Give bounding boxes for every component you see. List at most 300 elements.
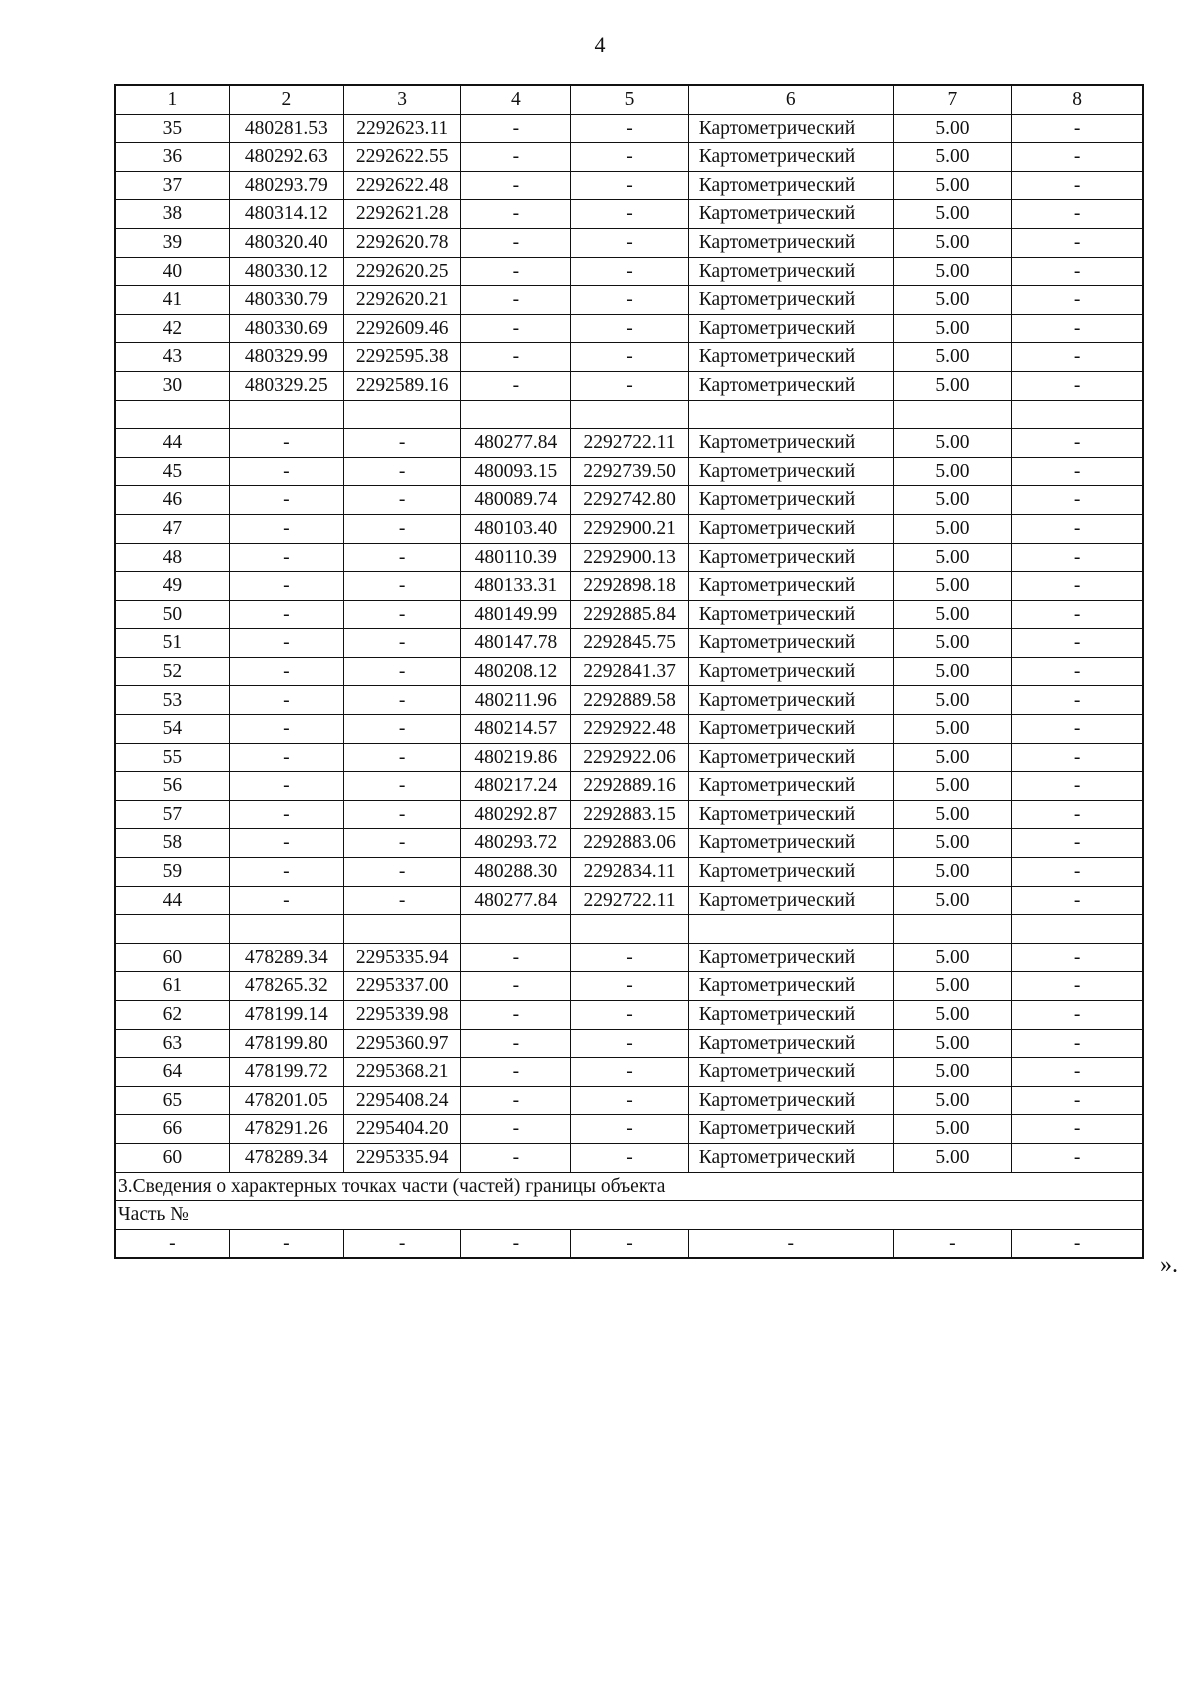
table-row (115, 257, 1143, 286)
table-cell: 5.00 (893, 1001, 1011, 1030)
table-cell: Картометрический (688, 886, 893, 915)
table-cell: 2292589.16 (343, 371, 460, 400)
table-cell: - (1012, 1143, 1143, 1172)
table-cell: 50 (115, 600, 229, 629)
table-cell: 2292609.46 (343, 314, 460, 343)
table-cell: - (571, 1001, 688, 1030)
column-header: 5 (571, 85, 688, 114)
table-separator-row (115, 915, 1143, 944)
table-cell: 480149.99 (461, 600, 571, 629)
table-row (115, 114, 1143, 143)
table-cell: - (229, 715, 343, 744)
empty-cell (571, 400, 688, 429)
table-cell: 480292.63 (229, 143, 343, 172)
column-header: 1 (115, 85, 229, 114)
table-cell: Картометрический (688, 1115, 893, 1144)
table-cell: - (571, 314, 688, 343)
part-label-row (115, 1201, 1143, 1230)
table-cell: 5.00 (893, 371, 1011, 400)
table-cell: Картометрический (688, 343, 893, 372)
table-cell: Картометрический (688, 972, 893, 1001)
table-cell: - (1012, 886, 1143, 915)
table-cell: - (115, 1229, 229, 1258)
table-cell: 2292620.25 (343, 257, 460, 286)
table-cell: Картометрический (688, 486, 893, 515)
table-cell: 65 (115, 1086, 229, 1115)
table-cell: Картометрический (688, 1058, 893, 1087)
table-cell: 5.00 (893, 1058, 1011, 1087)
table-cell: - (1012, 200, 1143, 229)
table-cell: 53 (115, 686, 229, 715)
table-row (115, 886, 1143, 915)
table-cell: 478199.14 (229, 1001, 343, 1030)
table-cell: - (571, 143, 688, 172)
table-row (115, 543, 1143, 572)
table-cell: - (1012, 943, 1143, 972)
table-cell: - (688, 1229, 893, 1258)
table-cell: - (229, 743, 343, 772)
table-cell: Картометрический (688, 171, 893, 200)
table-cell: 60 (115, 1143, 229, 1172)
table-cell: 5.00 (893, 800, 1011, 829)
table-cell: 48 (115, 543, 229, 572)
table-cell: - (229, 800, 343, 829)
table-cell: - (1012, 114, 1143, 143)
table-cell: - (461, 228, 571, 257)
table-cell: 480110.39 (461, 543, 571, 572)
table-cell: 2292722.11 (571, 429, 688, 458)
table-cell: - (229, 457, 343, 486)
table-cell: - (229, 514, 343, 543)
table-cell: 2292622.48 (343, 171, 460, 200)
table-cell: 54 (115, 715, 229, 744)
empty-cell (1012, 400, 1143, 429)
table-cell: 480277.84 (461, 429, 571, 458)
empty-cell (893, 915, 1011, 944)
table-cell: - (461, 286, 571, 315)
table-cell: - (229, 772, 343, 801)
table-cell: - (461, 314, 571, 343)
table-cell: - (343, 858, 460, 887)
empty-cell (343, 915, 460, 944)
table-cell: 58 (115, 829, 229, 858)
table-cell: - (1012, 371, 1143, 400)
empty-cell (461, 400, 571, 429)
table-row (115, 371, 1143, 400)
table-cell: 66 (115, 1115, 229, 1144)
table-cell: - (461, 114, 571, 143)
table-cell: - (229, 657, 343, 686)
table-cell: - (229, 600, 343, 629)
table-cell: 37 (115, 171, 229, 200)
table-cell: Картометрический (688, 715, 893, 744)
table-cell: 2292620.78 (343, 228, 460, 257)
table-cell: - (461, 1143, 571, 1172)
table-cell: 5.00 (893, 743, 1011, 772)
table-cell: 480133.31 (461, 572, 571, 601)
table-cell: - (1012, 429, 1143, 458)
table-cell: Картометрический (688, 429, 893, 458)
table-cell: 480329.99 (229, 343, 343, 372)
table-cell: - (461, 972, 571, 1001)
table-cell: Картометрический (688, 572, 893, 601)
table-row (115, 1086, 1143, 1115)
table-row (115, 858, 1143, 887)
table-cell: - (461, 257, 571, 286)
table-cell: 42 (115, 314, 229, 343)
table-cell: Картометрический (688, 657, 893, 686)
table-cell: Картометрический (688, 543, 893, 572)
table-cell: - (1012, 572, 1143, 601)
table-cell: Картометрический (688, 228, 893, 257)
table-cell: - (571, 171, 688, 200)
table-cell: - (571, 1029, 688, 1058)
table-cell: 480214.57 (461, 715, 571, 744)
table-cell: 44 (115, 886, 229, 915)
table-cell: 5.00 (893, 629, 1011, 658)
table-cell: 2292623.11 (343, 114, 460, 143)
table-cell: - (1012, 743, 1143, 772)
table-cell: 480292.87 (461, 800, 571, 829)
table-cell: 51 (115, 629, 229, 658)
table-cell: - (571, 943, 688, 972)
table-cell: - (893, 1229, 1011, 1258)
table-cell: 46 (115, 486, 229, 515)
table-cell: 2292889.16 (571, 772, 688, 801)
table-cell: 2292898.18 (571, 572, 688, 601)
table-cell: 480147.78 (461, 629, 571, 658)
table-cell: 478199.72 (229, 1058, 343, 1087)
table-cell: 5.00 (893, 943, 1011, 972)
table-cell: 5.00 (893, 829, 1011, 858)
table-cell: 5.00 (893, 114, 1011, 143)
coordinates-table (114, 84, 1144, 1259)
table-cell: 5.00 (893, 143, 1011, 172)
table-cell: Картометрический (688, 1029, 893, 1058)
table-cell: - (571, 257, 688, 286)
table-cell: 5.00 (893, 1143, 1011, 1172)
table-cell: 44 (115, 429, 229, 458)
table-cell: - (1012, 829, 1143, 858)
table-cell: 478201.05 (229, 1086, 343, 1115)
table-row (115, 486, 1143, 515)
table-cell: - (461, 1058, 571, 1087)
table-cell: 478291.26 (229, 1115, 343, 1144)
table-row (115, 514, 1143, 543)
table-row (115, 972, 1143, 1001)
table-cell: - (1012, 686, 1143, 715)
table-cell: 2295335.94 (343, 1143, 460, 1172)
table-cell: 2292900.13 (571, 543, 688, 572)
table-cell: 61 (115, 972, 229, 1001)
table-cell: - (571, 1086, 688, 1115)
table-cell: Картометрический (688, 1086, 893, 1115)
table-cell: 5.00 (893, 572, 1011, 601)
table-cell: 55 (115, 743, 229, 772)
table-cell: - (343, 572, 460, 601)
table-row (115, 629, 1143, 658)
table-cell: - (461, 1029, 571, 1058)
table-cell: - (1012, 171, 1143, 200)
table-cell: - (1012, 715, 1143, 744)
table-cell: - (1012, 228, 1143, 257)
table-cell: 60 (115, 943, 229, 972)
table-cell: 2295337.00 (343, 972, 460, 1001)
table-cell: 2292621.28 (343, 200, 460, 229)
table-separator-row (115, 400, 1143, 429)
table-cell: - (1012, 1229, 1143, 1258)
section-title: 3.Сведения о характерных точках части (частей) границы объекта (115, 1172, 1143, 1201)
table-cell: 5.00 (893, 429, 1011, 458)
table-cell: 57 (115, 800, 229, 829)
table-cell: 480288.30 (461, 858, 571, 887)
table-row (115, 743, 1143, 772)
table-cell: 5.00 (893, 600, 1011, 629)
table-cell: - (571, 1229, 688, 1258)
column-header: 8 (1012, 85, 1143, 114)
table-cell: Картометрический (688, 314, 893, 343)
table-cell: Картометрический (688, 686, 893, 715)
table-cell: 41 (115, 286, 229, 315)
table-cell: 478289.34 (229, 1143, 343, 1172)
table-cell: 5.00 (893, 200, 1011, 229)
table-row (115, 686, 1143, 715)
table-cell: 480314.12 (229, 200, 343, 229)
table-cell: - (1012, 858, 1143, 887)
table-cell: Картометрический (688, 800, 893, 829)
table-cell: 2292595.38 (343, 343, 460, 372)
table-cell: Картометрический (688, 286, 893, 315)
table-cell: 2292620.21 (343, 286, 460, 315)
table-cell: - (343, 686, 460, 715)
table-cell: - (1012, 343, 1143, 372)
table-cell: 63 (115, 1029, 229, 1058)
table-cell: - (1012, 286, 1143, 315)
table-cell: - (343, 543, 460, 572)
table-cell: - (1012, 314, 1143, 343)
table-cell: 2292722.11 (571, 886, 688, 915)
table-cell: 5.00 (893, 1029, 1011, 1058)
table-cell: 480330.79 (229, 286, 343, 315)
table-cell: 30 (115, 371, 229, 400)
table-cell: 480293.72 (461, 829, 571, 858)
table-cell: 5.00 (893, 257, 1011, 286)
table-cell: Картометрический (688, 114, 893, 143)
table-cell: 5.00 (893, 286, 1011, 315)
column-header: 4 (461, 85, 571, 114)
table-cell: 2292922.06 (571, 743, 688, 772)
empty-cell (343, 400, 460, 429)
table-cell: Картометрический (688, 743, 893, 772)
table-cell: 52 (115, 657, 229, 686)
table-cell: Картометрический (688, 1143, 893, 1172)
table-cell: 2292889.58 (571, 686, 688, 715)
part-label: Часть № (115, 1201, 1143, 1230)
table-cell: - (461, 200, 571, 229)
table-cell: 2292834.11 (571, 858, 688, 887)
table-row (115, 829, 1143, 858)
table-cell: Картометрический (688, 143, 893, 172)
table-cell: 2292622.55 (343, 143, 460, 172)
table-cell: - (1012, 143, 1143, 172)
table-cell: 59 (115, 858, 229, 887)
table-row (115, 171, 1143, 200)
table-cell: Картометрический (688, 600, 893, 629)
table-cell: 38 (115, 200, 229, 229)
table-cell: - (461, 1229, 571, 1258)
empty-cell (229, 915, 343, 944)
table-row (115, 1229, 1143, 1258)
table-cell: 5.00 (893, 686, 1011, 715)
table-cell: 35 (115, 114, 229, 143)
table-cell: - (229, 829, 343, 858)
table-cell: 2295360.97 (343, 1029, 460, 1058)
table-cell: 2292922.48 (571, 715, 688, 744)
table-cell: 43 (115, 343, 229, 372)
table-cell: - (571, 1143, 688, 1172)
table-cell: - (343, 886, 460, 915)
table-cell: 5.00 (893, 543, 1011, 572)
table-row (115, 1001, 1143, 1030)
table-cell: 5.00 (893, 886, 1011, 915)
table-cell: 5.00 (893, 314, 1011, 343)
table-cell: - (229, 629, 343, 658)
table-cell: - (571, 286, 688, 315)
column-header: 2 (229, 85, 343, 114)
table-cell: 40 (115, 257, 229, 286)
table-cell: 480330.12 (229, 257, 343, 286)
table-row (115, 200, 1143, 229)
table-cell: - (1012, 1058, 1143, 1087)
table-cell: 64 (115, 1058, 229, 1087)
table-cell: - (1012, 514, 1143, 543)
table-cell: 480330.69 (229, 314, 343, 343)
table-cell: 5.00 (893, 858, 1011, 887)
table-row (115, 286, 1143, 315)
table-cell: 5.00 (893, 171, 1011, 200)
table-row (115, 572, 1143, 601)
table-cell: 5.00 (893, 486, 1011, 515)
table-cell: Картометрический (688, 772, 893, 801)
table-cell: 2295339.98 (343, 1001, 460, 1030)
table-cell: - (461, 371, 571, 400)
table-cell: 480329.25 (229, 371, 343, 400)
table-cell: - (571, 343, 688, 372)
table-cell: 5.00 (893, 457, 1011, 486)
empty-cell (893, 400, 1011, 429)
table-cell: Картометрический (688, 371, 893, 400)
table-cell: - (229, 1229, 343, 1258)
table-cell: 478199.80 (229, 1029, 343, 1058)
table-cell: - (571, 371, 688, 400)
table-row (115, 228, 1143, 257)
table-cell: 5.00 (893, 514, 1011, 543)
table-cell: 480217.24 (461, 772, 571, 801)
empty-cell (461, 915, 571, 944)
table-cell: 49 (115, 572, 229, 601)
table-cell: 480293.79 (229, 171, 343, 200)
table-cell: 5.00 (893, 657, 1011, 686)
section-title-row (115, 1172, 1143, 1201)
table-cell: - (461, 1086, 571, 1115)
table-cell: 2292739.50 (571, 457, 688, 486)
table-cell: Картометрический (688, 514, 893, 543)
table-cell: 2292841.37 (571, 657, 688, 686)
table-cell: Картометрический (688, 457, 893, 486)
table-cell: - (343, 429, 460, 458)
empty-cell (229, 400, 343, 429)
table-cell: - (571, 972, 688, 1001)
table-cell: - (1012, 629, 1143, 658)
table-cell: Картометрический (688, 858, 893, 887)
table-row (115, 600, 1143, 629)
table-cell: - (1012, 257, 1143, 286)
table-cell: - (571, 114, 688, 143)
table-cell: - (461, 343, 571, 372)
table-cell: - (461, 1115, 571, 1144)
table-cell: - (571, 200, 688, 229)
table-cell: - (461, 143, 571, 172)
table-cell: 2292845.75 (571, 629, 688, 658)
table-cell: 2292885.84 (571, 600, 688, 629)
table-cell: 5.00 (893, 772, 1011, 801)
table-cell: - (1012, 1029, 1143, 1058)
table-cell: - (1012, 800, 1143, 829)
table-cell: 2292900.21 (571, 514, 688, 543)
empty-cell (688, 915, 893, 944)
table-cell: - (343, 800, 460, 829)
table-cell: 36 (115, 143, 229, 172)
table-row (115, 314, 1143, 343)
table-cell: - (343, 829, 460, 858)
table-row (115, 1029, 1143, 1058)
table-cell: - (1012, 600, 1143, 629)
table-cell: 478289.34 (229, 943, 343, 972)
table-cell: - (343, 600, 460, 629)
table-cell: 480219.86 (461, 743, 571, 772)
table-cell: 2292883.06 (571, 829, 688, 858)
table-cell: Картометрический (688, 1001, 893, 1030)
table-row (115, 800, 1143, 829)
column-header: 6 (688, 85, 893, 114)
table-cell: 5.00 (893, 1115, 1011, 1144)
table-cell: - (343, 715, 460, 744)
table-row (115, 715, 1143, 744)
table-cell: - (571, 228, 688, 257)
table-row (115, 943, 1143, 972)
table-cell: - (229, 486, 343, 515)
table-cell: Картометрический (688, 200, 893, 229)
table-cell: 2295404.20 (343, 1115, 460, 1144)
table-cell: 45 (115, 457, 229, 486)
table-cell: - (1012, 486, 1143, 515)
column-header: 7 (893, 85, 1011, 114)
table-cell: - (1012, 657, 1143, 686)
table-cell: 5.00 (893, 715, 1011, 744)
table-cell: 480277.84 (461, 886, 571, 915)
table-cell: Картометрический (688, 257, 893, 286)
table-cell: 5.00 (893, 343, 1011, 372)
table-cell: - (343, 514, 460, 543)
table-cell: 480281.53 (229, 114, 343, 143)
table-cell: Картометрический (688, 629, 893, 658)
table-cell: 480320.40 (229, 228, 343, 257)
table-cell: - (1012, 457, 1143, 486)
table-cell: 2295368.21 (343, 1058, 460, 1087)
table-cell: - (571, 1115, 688, 1144)
empty-cell (115, 400, 229, 429)
table-cell: - (461, 171, 571, 200)
